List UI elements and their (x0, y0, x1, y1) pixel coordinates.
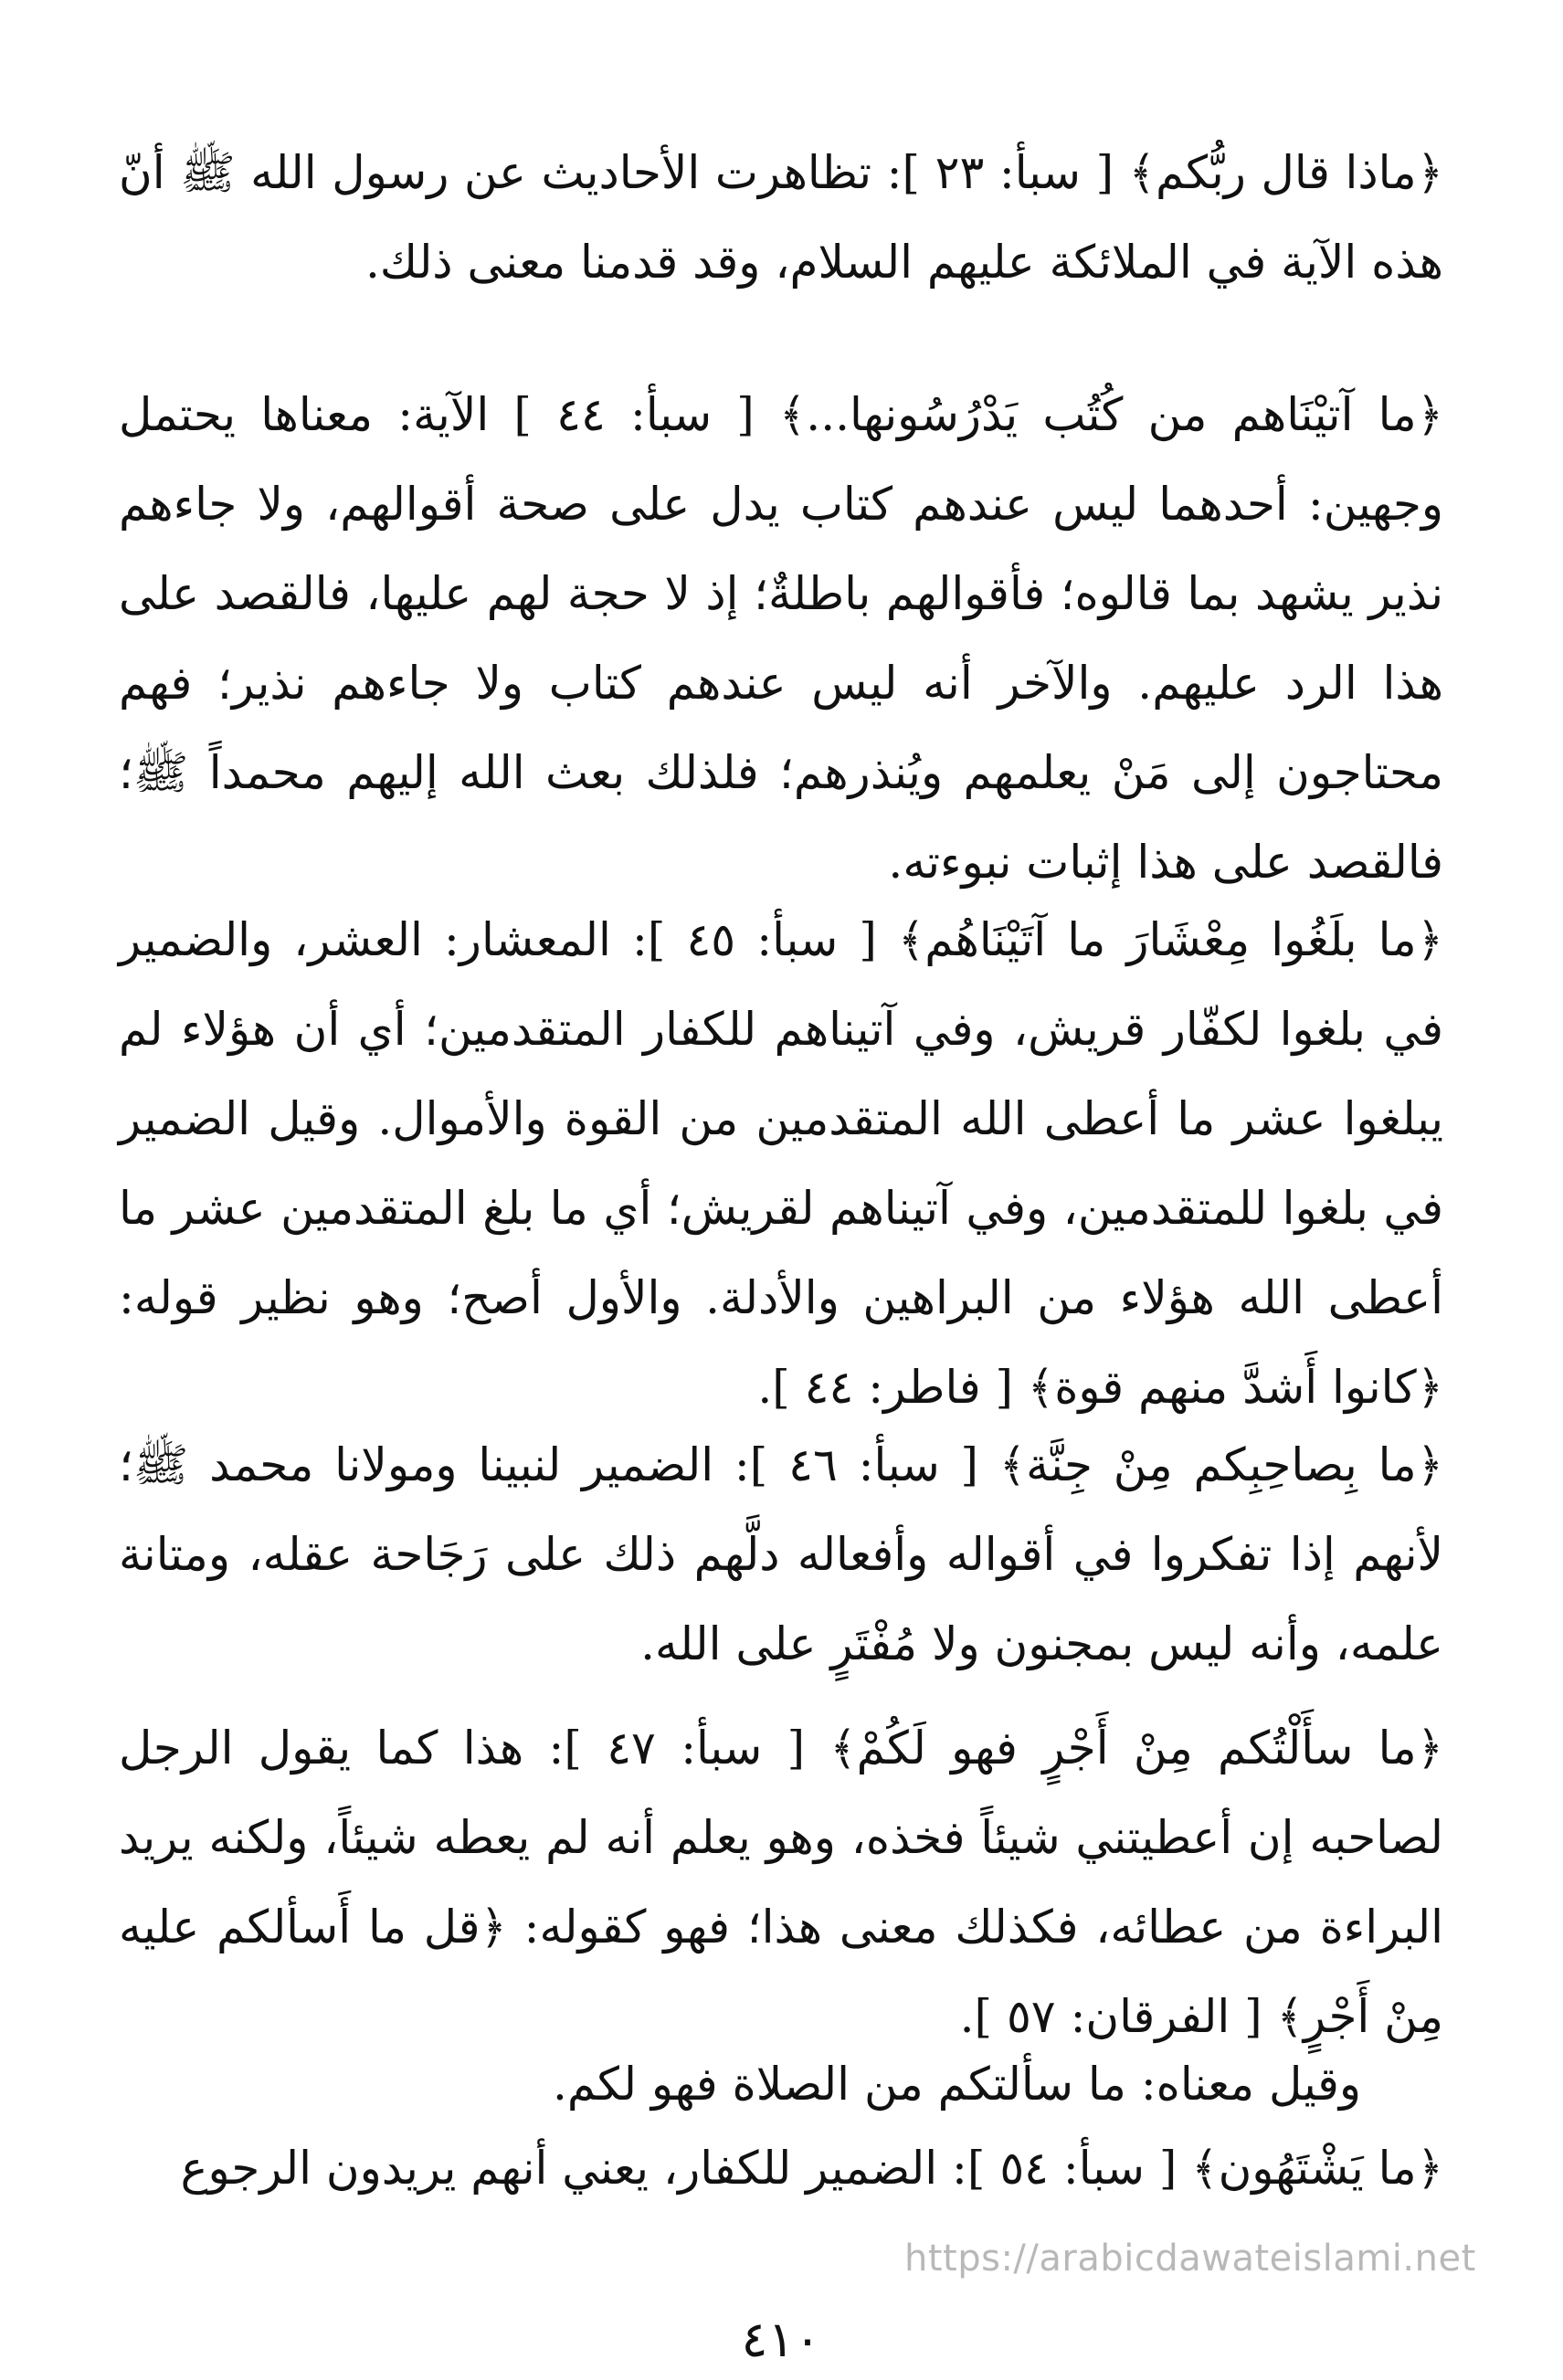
paragraph-1: ﴿ماذا قال ربُّكم﴾ [ سبأ: ٢٣ ]: تظاهرت الأحاديث عن رسول الله ﷺ أنّ هذه الآية في الملائكة عليهم السلام، وقد قدمنا معنى ذلك. (119, 146, 1443, 289)
paragraph-4: ﴿ما بِصاحِبِكم مِنْ جِنَّة﴾ [ سبأ: ٤٦ ]: الضمير لنبينا ومولانا محمد ﷺ؛ لأنهم إذا تفكروا في أقواله وأفعاله دلَّهم ذلك على رَجَاحة عقله، ومتانة علمه، وأنه ليس بمجنون ولا مُفْتَرٍ على الله. (119, 1438, 1443, 1670)
page-number: ٤١٠ (741, 2311, 821, 2368)
paragraph-5: ﴿ما سأَلْتُكم مِنْ أَجْرٍ فهو لَكُمْ﴾ [ سبأ: ٤٧ ]: هذا كما يقول الرجل لصاحبه إن أعطيتني شيئاً فخذه، وهو يعلم أنه لم يعطه شيئاً، ولكنه يريد البراءة من عطائه، فكذلك معنى هذا؛ فهو كقوله: ﴿قل ما أَسألكم عليه مِنْ أَجْرٍ﴾ [ الفرقان: ٥٧ ]. (119, 1722, 1443, 2043)
paragraph-2: ﴿ما آتيْنَاهم من كُتُب يَدْرُسُونها...﴾ [ سبأ: ٤٤ ] الآية: معناها يحتمل وجهين: أحدهما ليس عندهم كتاب يدل على صحة أقوالهم، ولا جاءهم نذير يشهد بما قالوه؛ فأقوالهم باطلةٌ؛ إذ لا حجة لهم عليها، فالقصد على هذا الرد عليهم. والآخر أنه ليس عندهم كتاب ولا جاءهم نذير؛ فهم محتاجون إلى مَنْ يعلمهم ويُنذرهم؛ فلذلك بعث الله إليهم محمداً ﷺ؛ فالقصد على هذا إثبات نبوءته. (119, 388, 1443, 889)
paragraph-3: ﴿ما بلَغُوا مِعْشَارَ ما آتَيْنَاهُم﴾ [ سبأ: ٤٥ ]: المعشار: العشر، والضمير في بلغوا لكفّار قريش، وفي آتيناهم للكفار المتقدمين؛ أي أن هؤلاء لم يبلغوا عشر ما أعطى الله المتقدمين من القوة والأموال. وقيل الضمير في بلغوا للمتقدمين، وفي آتيناهم لقريش؛ أي ما بلغ المتقدمين عشر ما أعطى الله هؤلاء من البراهين والأدلة. والأول أصح؛ وهو نظير قوله: ﴿كانوا أَشدَّ منهم قوة﴾ [ فاطر: ٤٤ ]. (119, 913, 1443, 1414)
document-page (119, 91, 1443, 2368)
paragraph-7: ﴿ما يَشْتَهُون﴾ [ سبأ: ٥٤ ]: الضمير للكفار، يعني أنهم يريدون الرجوع (180, 2142, 1443, 2195)
watermark-url: https://arabicdawateislami.net (904, 2238, 1476, 2280)
paragraph-6: وقيل معناه: ما سألتكم من الصلاة فهو لكم. (552, 2058, 1361, 2111)
